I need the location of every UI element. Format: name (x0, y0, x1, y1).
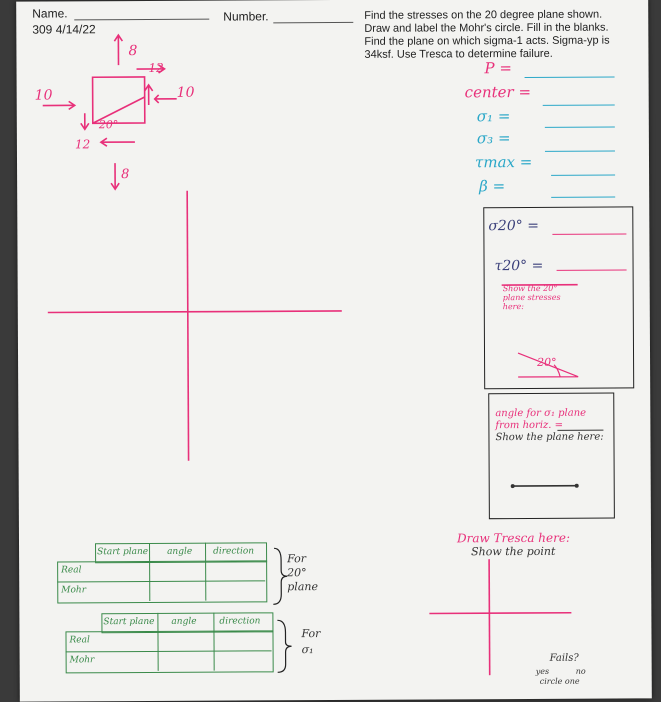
sigma1-angle-box (488, 393, 615, 520)
worksheet-paper (16, 0, 652, 702)
load-left-label: 10 (35, 87, 53, 103)
table-row-label: Real (69, 635, 89, 645)
blank-label: P = (484, 59, 512, 77)
instruction-line: Draw and label the Mohr's circle. Fill in the blanks. (364, 21, 634, 35)
stress-20-box (483, 206, 634, 389)
blank-label: center = (465, 83, 531, 101)
blank-label: β = (479, 177, 505, 195)
tau-20-label: τ20° = (495, 258, 544, 274)
box-20-angle-label: 20° (537, 356, 557, 369)
blank-label: σ₃ = (477, 129, 511, 147)
brace-line: For (301, 626, 320, 642)
angle-line: Show the plane here: (495, 432, 603, 445)
blank-label: τmax = (475, 153, 532, 171)
table-20-plane (57, 542, 265, 601)
sigma1-angle-text (495, 408, 603, 445)
sigma-20-label: σ20° = (488, 218, 539, 234)
brace-line: σ₁ (302, 642, 321, 658)
table-header: Start plane (97, 547, 148, 557)
name-label: Name. (32, 6, 67, 20)
tresca-subtitle: Show the point (471, 545, 555, 558)
element-angle-label: 20° (99, 118, 119, 131)
number-label: Number. (223, 9, 268, 23)
load-right-top-label: 12 (148, 61, 163, 75)
brace-line: 20° (287, 566, 318, 580)
tau-20-blank[interactable] (557, 269, 627, 270)
fails-label: Fails? (550, 653, 579, 664)
table-header: direction (213, 546, 254, 556)
table-row-label: Mohr (70, 655, 95, 665)
load-left-bottom-label: 12 (75, 137, 90, 151)
table-header: Start plane (103, 617, 154, 627)
instruction-line: 34ksf. Use Tresca to determine failure. (364, 47, 634, 61)
tresca-title: Draw Tresca here: (457, 531, 570, 546)
sigma-20-blank[interactable] (552, 233, 626, 234)
load-bottom-label: 8 (121, 167, 129, 182)
show-20-note (503, 284, 561, 311)
table2-brace-label (301, 626, 320, 658)
note-line: here: (503, 302, 561, 311)
note-line: Show the 20° (503, 284, 561, 293)
angle-line: angle for σ₁ plane (495, 408, 603, 421)
note-line: plane stresses (503, 293, 561, 302)
table1-brace-label (287, 552, 318, 594)
table-row-label: Mohr (61, 585, 86, 595)
date-text: 309 4/14/22 (32, 22, 95, 36)
fails-yes[interactable]: yes (536, 667, 549, 676)
load-right-label: 10 (177, 85, 195, 101)
angle-line: from horiz. = (495, 420, 603, 433)
table-header: angle (171, 617, 196, 627)
instruction-line: Find the stresses on the 20 degree plane shown. (364, 8, 634, 22)
brace-line: plane (287, 580, 318, 594)
brace-line: For (287, 552, 318, 566)
table-header: angle (167, 547, 192, 557)
table-sigma1-plane (65, 612, 271, 671)
circle-one-label: circle one (540, 677, 580, 686)
table-row-label: Real (61, 565, 81, 575)
instruction-line: Find the plane on which sigma-1 acts. Sigma-yp is (364, 34, 634, 48)
fails-no[interactable]: no (576, 667, 586, 676)
load-top-label: 8 (128, 43, 137, 59)
blank-label: σ₁ = (477, 107, 511, 125)
table-header: direction (219, 616, 260, 626)
